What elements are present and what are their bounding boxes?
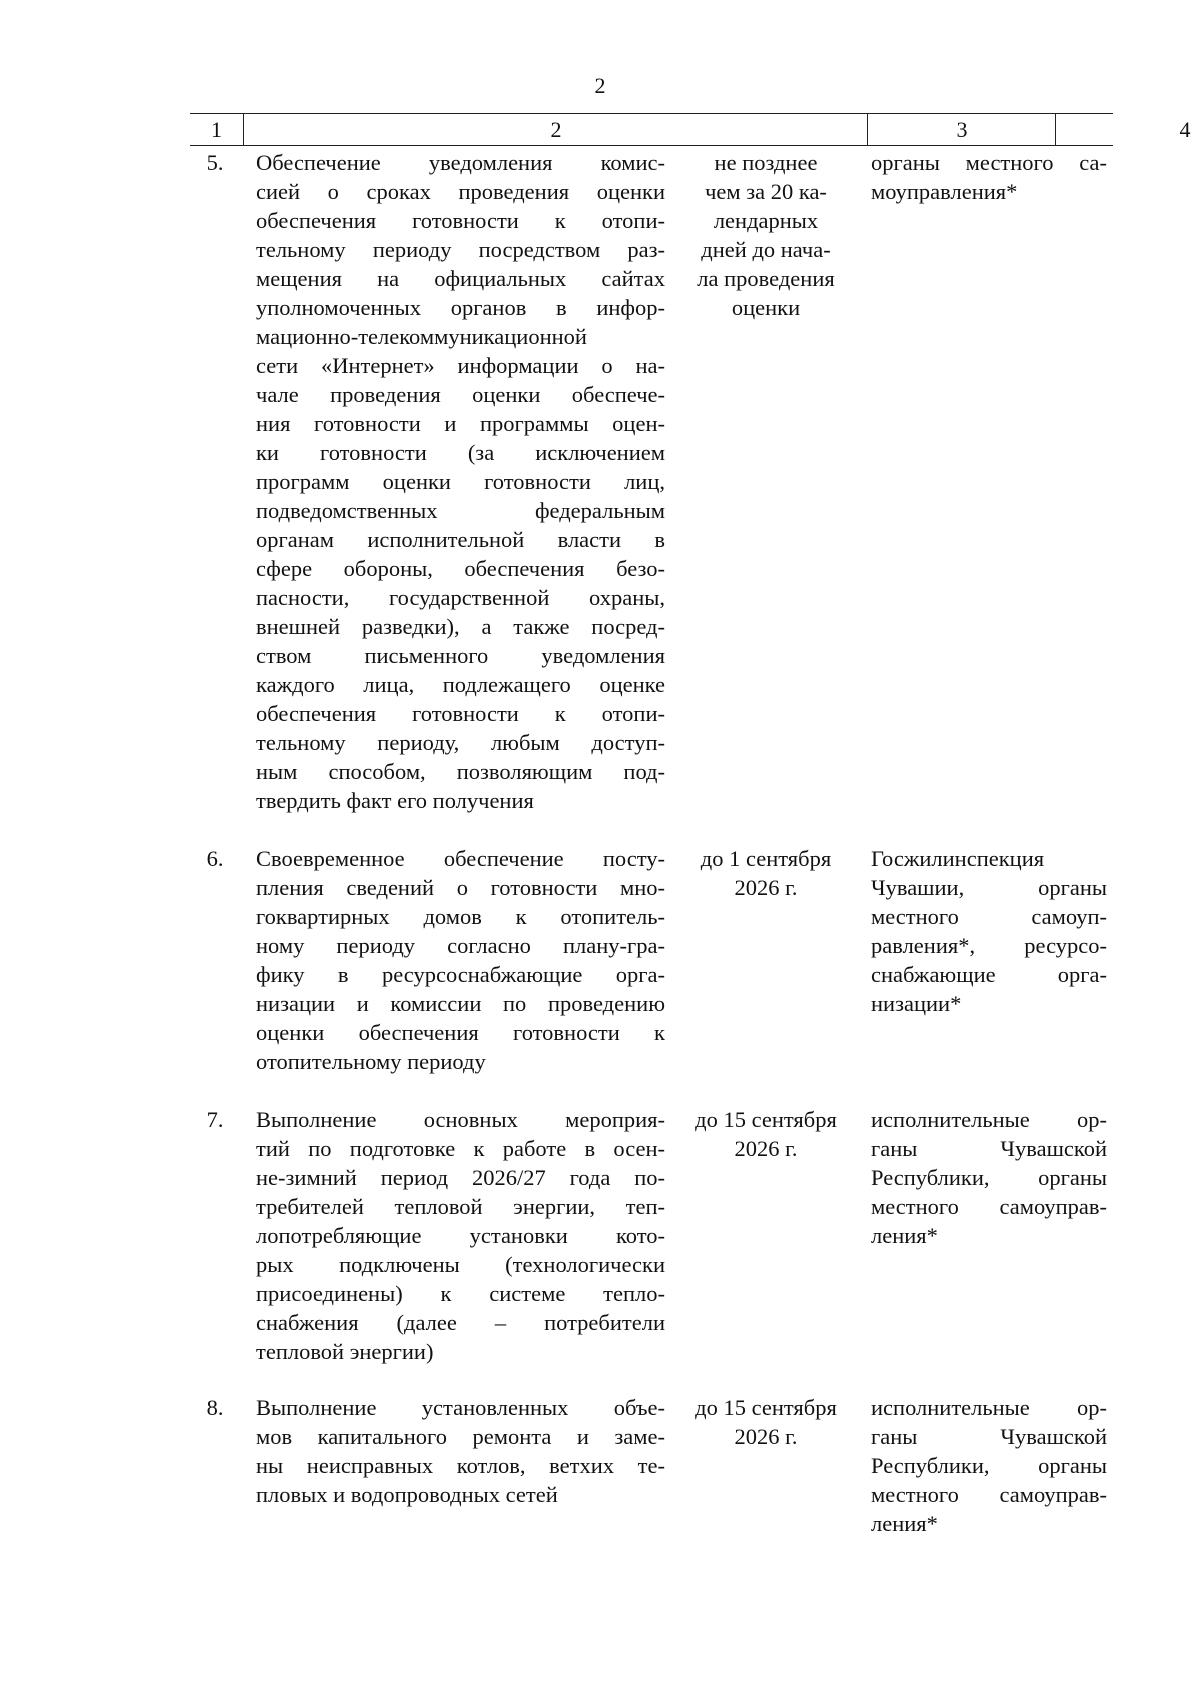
deadline-line: не позднее [714,150,818,175]
description-line: программ оценки готовности лиц, [256,469,665,494]
description-line: внешней разведки), а также посред- [256,614,665,639]
responsible-line: равления*, ресурсо- [871,933,1107,958]
description-line: твердить факт его получения [256,788,534,813]
description-line: уполномоченных органов в инфор- [256,295,665,320]
row-description [256,1105,665,1366]
deadline-line: 2026 г. [734,1424,798,1449]
description-line: отопительному периоду [256,1049,486,1074]
row-number: 5. [206,150,224,175]
deadline-line: лендарных [713,208,819,233]
responsible-line: ганы Чувашской [871,1424,1107,1449]
row-number: 7. [206,1107,224,1132]
description-line: низации и комиссии по проведению [256,991,665,1016]
description-line: тий по подготовке к работе в осен- [256,1136,665,1161]
row-number: 6. [206,846,224,871]
row-description [256,1393,665,1509]
deadline-line: ла проведения [697,266,835,291]
description-line: сфере обороны, обеспечения безо- [256,556,665,581]
responsible-line: местного самоуп- [871,904,1107,929]
deadline-line: 2026 г. [734,875,798,900]
row-number: 8. [206,1395,224,1420]
description-line: тельному периоду, любым доступ- [256,730,665,755]
description-line: снабжения (далее – потребители [256,1310,665,1335]
description-line: Своевременное обеспечение посту- [256,846,665,871]
description-line: Выполнение основных мероприя- [256,1107,665,1132]
description-line: ному периоду согласно плану-гра- [256,933,665,958]
deadline-line: до 15 сентября [695,1107,837,1132]
description-line: ны неисправных котлов, ветхих те- [256,1453,665,1478]
header-cell-4: 4 [1055,114,1200,145]
responsible-line: Республики, органы [871,1453,1107,1478]
description-line: сети «Интернет» информации о на- [256,353,665,378]
responsible-line: исполнительные ор- [871,1395,1107,1420]
description-line: каждого лица, подлежащего оценке [256,672,665,697]
header-cell-3: 3 [867,114,1056,145]
responsible-line: местного самоуправ- [871,1194,1107,1219]
row-description [256,844,665,1076]
row-deadline [678,1393,854,1451]
description-line: обеспечения готовности к отопи- [256,208,665,233]
header-cell-1: 1 [211,117,222,142]
responsible-line: местного самоуправ- [871,1482,1107,1507]
description-line: ния готовности и программы оцен- [256,411,665,436]
description-line: тельному периоду посредством раз- [256,237,665,262]
description-line: обеспечения готовности к отопи- [256,701,665,726]
responsible-line: снабжающие орга- [871,962,1107,987]
description-line: Выполнение установленных объе- [256,1395,665,1420]
description-line: ки готовности (за исключением [256,440,665,465]
responsible-line: моуправления* [871,179,1018,204]
description-line: гоквартирных домов к отопитель- [256,904,665,929]
responsible-line: исполнительные ор- [871,1107,1107,1132]
description-line: лопотребляющие установки кото- [256,1223,665,1248]
deadline-line: оценки [731,295,801,320]
description-line: пловых и водопроводных сетей [256,1482,558,1507]
description-line: мационно-телекоммуникационной [256,324,587,349]
description-line: рых подключены (технологически [256,1252,665,1277]
responsible-line: Чувашии, органы [871,875,1107,900]
description-line: мов капитального ремонта и заме- [256,1424,665,1449]
description-line: мещения на официальных сайтах [256,266,665,291]
description-line: присоединены) к системе тепло- [256,1281,665,1306]
row-responsible [871,844,1107,1018]
responsible-line: Республики, органы [871,1165,1107,1190]
description-line: тепловой энергии) [256,1339,434,1364]
description-line: ством письменного уведомления [256,643,665,668]
description-line: сией о сроках проведения оценки [256,179,665,204]
row-responsible [871,148,1107,206]
responsible-line: ганы Чувашской [871,1136,1107,1161]
description-line: пления сведений о готовности мно- [256,875,665,900]
description-line: Обеспечение уведомления комис- [256,150,665,175]
deadline-line: до 1 сентября [700,846,832,871]
row-deadline [678,148,854,322]
responsible-line: Госжилинспекция [871,846,1045,871]
page-number: 2 [594,73,606,98]
description-line: пасности, государственной охраны, [256,585,665,610]
header-cell-2: 2 [243,114,868,145]
deadline-line: чем за 20 ка- [705,179,827,204]
description-line: органам исполнительной власти в [256,527,665,552]
description-line: подведомственных федеральным [256,498,665,523]
row-responsible [871,1393,1107,1538]
row-responsible [871,1105,1107,1250]
responsible-line: низации* [871,991,962,1016]
table-header-row [190,113,1191,146]
deadline-line: до 15 сентября [695,1395,837,1420]
description-line: не-зимний период 2026/27 года по- [256,1165,665,1190]
row-description [256,148,665,815]
responsible-line: органы местного са- [871,150,1107,175]
description-line: требителей тепловой энергии, теп- [256,1194,665,1219]
responsible-line: ления* [871,1223,938,1248]
row-deadline [678,1105,854,1163]
description-line: оценки обеспечения готовности к [256,1020,665,1045]
description-line: фику в ресурсоснабжающие орга- [256,962,665,987]
deadline-line: дней до нача- [701,237,831,262]
deadline-line: 2026 г. [734,1136,798,1161]
description-line: ным способом, позволяющим под- [256,759,665,784]
row-deadline [678,844,854,902]
description-line: чале проведения оценки обеспече- [256,382,665,407]
responsible-line: ления* [871,1511,938,1536]
